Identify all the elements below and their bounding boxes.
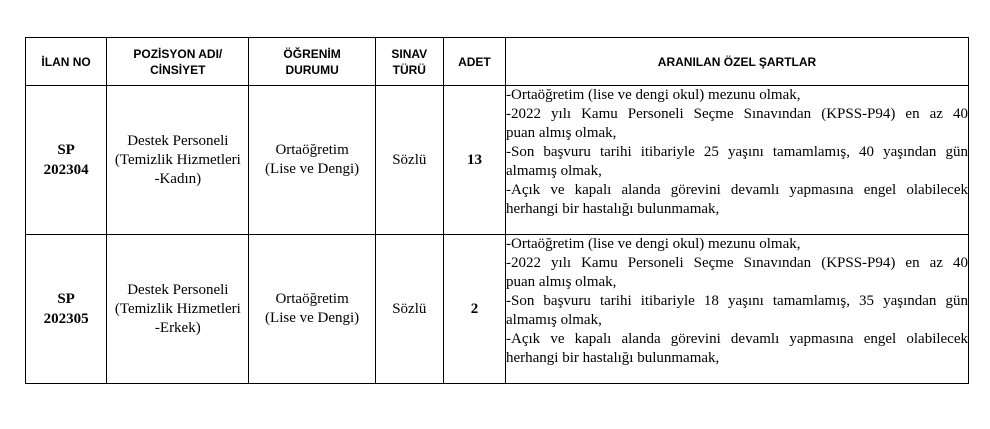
education-line1: Ortaöğretim xyxy=(275,142,349,158)
position-line2: (Temizlik Hizmetleri xyxy=(114,151,241,168)
position-cell xyxy=(107,86,249,235)
requirements-cell xyxy=(506,86,969,235)
header-sartlar: ARANILAN ÖZEL ŞARTLAR xyxy=(506,38,969,86)
education-line2: (Lise ve Dengi) xyxy=(265,161,360,177)
table-row xyxy=(26,86,969,235)
position-line1: Destek Personeli xyxy=(127,281,229,298)
position-line1: Destek Personeli xyxy=(127,132,229,149)
header-ilan-no: İLAN NO xyxy=(26,38,107,86)
header-ogrenim-line1: ÖĞRENİM xyxy=(283,46,341,61)
education-cell xyxy=(249,86,375,235)
position-line3: -Erkek) xyxy=(154,319,201,336)
education-line2: (Lise ve Dengi) xyxy=(265,310,360,326)
header-adet: ADET xyxy=(443,38,505,86)
header-sinav-line1: SINAV xyxy=(391,46,428,61)
position-line2: (Temizlik Hizmetleri xyxy=(114,300,241,317)
education-cell xyxy=(249,235,375,384)
requirement-line: -Son başvuru tarihi itibariyle 18 yaşını tamamlamış, 35 yaşından gün xyxy=(506,293,968,309)
ilan-code-line1: SP xyxy=(57,291,75,307)
header-ogrenim-line2: DURUMU xyxy=(285,62,339,77)
ilan-code-line2: 202305 xyxy=(43,311,89,327)
education-line1: Ortaöğretim xyxy=(275,291,349,307)
requirement-line: -2022 yılı Kamu Personeli Seçme Sınavından (KPSS-P94) en az 40 xyxy=(506,255,968,271)
count-cell: 2 xyxy=(443,235,505,384)
requirement-line: -Açık ve kapalı alanda görevini devamlı yapmasına engel olabilecek xyxy=(506,331,968,347)
ilan-code-cell xyxy=(26,235,107,384)
job-listing-table xyxy=(25,37,969,384)
requirement-line: -Ortaöğretim (lise ve dengi okul) mezunu olmak, xyxy=(506,236,801,252)
requirement-line: almamış olmak, xyxy=(506,312,602,328)
requirement-line: -2022 yılı Kamu Personeli Seçme Sınavından (KPSS-P94) en az 40 xyxy=(506,106,968,122)
requirement-line: -Ortaöğretim (lise ve dengi okul) mezunu olmak, xyxy=(506,87,801,103)
requirement-line: herhangi bir hastalığı bulunmamak, xyxy=(506,350,720,366)
requirement-line: -Son başvuru tarihi itibariyle 25 yaşını tamamlamış, 40 yaşından gün xyxy=(506,144,968,160)
position-line3: -Kadın) xyxy=(154,170,202,187)
requirement-line: puan almış olmak, xyxy=(506,274,617,290)
header-sinav xyxy=(375,38,443,86)
requirement-line: -Açık ve kapalı alanda görevini devamlı yapmasına engel olabilecek xyxy=(506,182,968,198)
requirements-cell xyxy=(506,235,969,384)
exam-type-cell: Sözlü xyxy=(375,235,443,384)
table-row xyxy=(26,235,969,384)
ilan-code-line2: 202304 xyxy=(43,162,89,178)
requirement-line: almamış olmak, xyxy=(506,163,602,179)
header-pozisyon xyxy=(107,38,249,86)
header-ogrenim xyxy=(249,38,375,86)
requirement-line: herhangi bir hastalığı bulunmamak, xyxy=(506,201,720,217)
ilan-code-cell xyxy=(26,86,107,235)
ilan-code-line1: SP xyxy=(57,142,75,158)
table-header-row xyxy=(26,38,969,86)
header-pozisyon-line1: POZİSYON ADI/ xyxy=(133,46,223,61)
header-pozisyon-line2: CİNSİYET xyxy=(150,62,206,77)
requirement-line: puan almış olmak, xyxy=(506,125,617,141)
header-sinav-line2: TÜRÜ xyxy=(392,62,426,77)
count-cell: 13 xyxy=(443,86,505,235)
exam-type-cell: Sözlü xyxy=(375,86,443,235)
position-cell xyxy=(107,235,249,384)
